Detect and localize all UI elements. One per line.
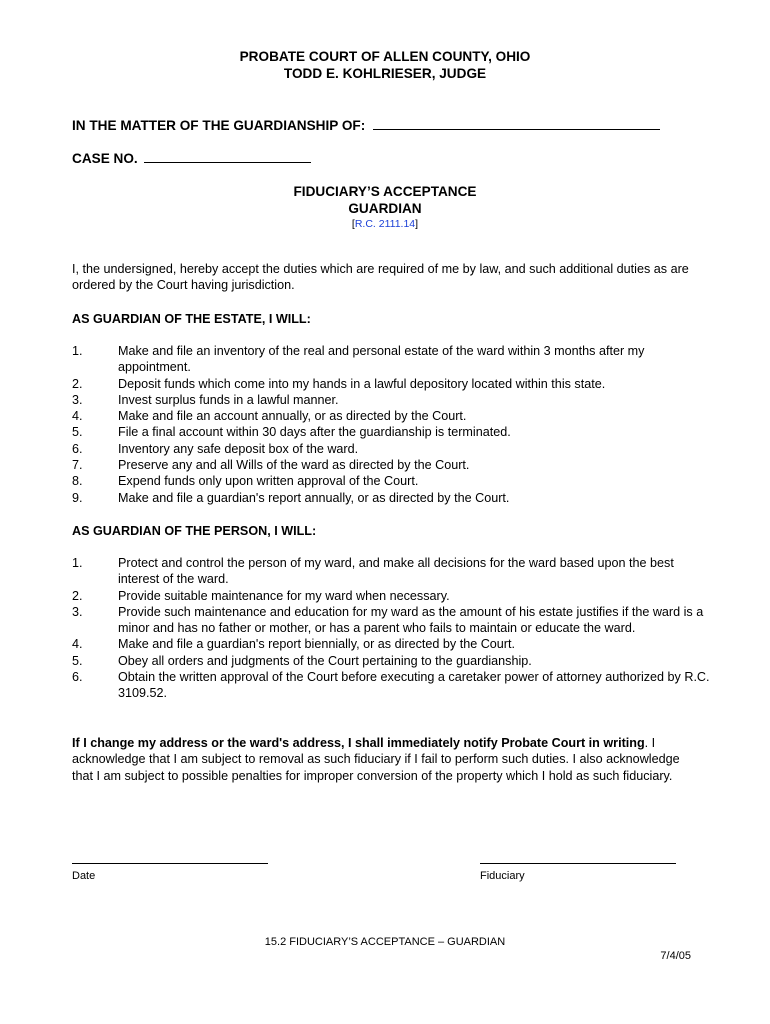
person-duty-text: Obtain the written approval of the Court before executing a caretaker power of attorney authorized by R.C. 3109.52. xyxy=(118,670,710,701)
estate-duty-text: Invest surplus funds in a lawful manner. xyxy=(118,392,339,407)
form-title xyxy=(0,183,770,217)
case-number-field[interactable] xyxy=(144,151,311,163)
estate-heading: AS GUARDIAN OF THE ESTATE, I WILL: xyxy=(72,312,311,326)
estate-duty-item xyxy=(72,473,712,489)
person-heading: AS GUARDIAN OF THE PERSON, I WILL: xyxy=(72,524,317,538)
estate-duty-number: 1. xyxy=(72,344,83,358)
date-signature-line[interactable] xyxy=(72,863,268,864)
estate-duty-number: 7. xyxy=(72,458,83,473)
estate-duty-item xyxy=(72,441,712,457)
estate-duty-number: 4. xyxy=(72,409,83,424)
estate-duty-number: 8. xyxy=(72,474,83,489)
fiduciary-signature-line[interactable] xyxy=(480,863,676,864)
person-duty-number: 3. xyxy=(72,604,83,619)
person-duty-item xyxy=(72,653,712,669)
estate-duty-text: Preserve any and all Wills of the ward as directed by the Court. xyxy=(118,458,470,473)
guardianship-matter-label: IN THE MATTER OF THE GUARDIANSHIP OF: xyxy=(72,118,366,133)
person-duty-item xyxy=(72,555,712,588)
person-duty-text: Protect and control the person of my ward, and make all decisions for the ward based upon the best interest of the ward. xyxy=(118,556,674,587)
form-title-line2: GUARDIAN xyxy=(348,201,422,216)
footer-form-title: 15.2 FIDUCIARY’S ACCEPTANCE – GUARDIAN xyxy=(264,936,506,948)
estate-duty-item xyxy=(72,490,712,506)
estate-duty-text: Deposit funds which come into my hands in a lawful depository located within this state. xyxy=(118,376,606,391)
case-number-label: CASE NO. xyxy=(72,151,138,166)
person-duty-item xyxy=(72,669,712,702)
estate-duty-item xyxy=(72,424,712,440)
guardianship-matter-row xyxy=(72,118,712,134)
case-number-row xyxy=(72,151,472,167)
court-heading xyxy=(0,48,770,82)
person-duties-list xyxy=(72,555,712,702)
person-duty-text: Obey all orders and judgments of the Court pertaining to the guardianship. xyxy=(118,653,532,668)
person-duty-item xyxy=(72,604,712,637)
guardianship-matter-field[interactable] xyxy=(373,118,660,130)
footer-date: 7/4/05 xyxy=(660,950,691,962)
judge-name: TODD E. KOHLRIESER, JUDGE xyxy=(283,66,487,81)
person-duty-number: 4. xyxy=(72,637,83,652)
estate-duty-number: 2. xyxy=(72,376,83,391)
person-duty-text: Provide such maintenance and education for my ward as the amount of his estate justifies if the ward is a minor and has no father or mother, or has a parent who fails to maintain or educate the ward. xyxy=(118,604,704,636)
person-duty-text: Make and file a guardian's report biennially, or as directed by the Court. xyxy=(118,637,515,652)
person-duty-text: Provide suitable maintenance for my ward when necessary. xyxy=(118,588,450,603)
date-label: Date xyxy=(72,870,96,882)
statute-link[interactable]: R.C. 2111.14 xyxy=(354,218,416,230)
estate-duty-item xyxy=(72,408,712,424)
estate-duty-number: 9. xyxy=(72,490,83,505)
estate-duty-text: File a final account within 30 days after the guardianship is terminated. xyxy=(118,425,511,440)
form-title-line1: FIDUCIARY’S ACCEPTANCE xyxy=(293,184,477,199)
notice-bold-text: If I change my address or the ward's address, I shall immediately notify Probate Court in writing xyxy=(72,736,645,750)
statute-reference: [R.C. 2111.14] xyxy=(351,218,419,230)
person-duty-number: 6. xyxy=(72,670,83,685)
notice-text: . I acknowledge that I am subject to removal as such fiduciary if I fail to perform such duties. I also acknowledge that I am subject to possible penalties for improper conversion of the property which I hold as such fiduciary. xyxy=(72,736,680,783)
person-duty-item xyxy=(72,588,712,604)
person-duty-number: 2. xyxy=(72,588,83,603)
estate-duty-text: Make and file an inventory of the real and personal estate of the ward within 3 months after my appointment. xyxy=(118,344,645,375)
estate-duties-list xyxy=(72,343,712,506)
estate-duty-number: 3. xyxy=(72,392,83,407)
person-duty-item xyxy=(72,636,712,652)
notice-paragraph xyxy=(72,735,698,784)
estate-duty-text: Expend funds only upon written approval of the Court. xyxy=(118,474,419,489)
estate-duty-text: Inventory any safe deposit box of the ward. xyxy=(118,441,359,456)
estate-duty-item xyxy=(72,392,712,408)
estate-duty-text: Make and file an account annually, or as directed by the Court. xyxy=(118,409,467,424)
fiduciary-label: Fiduciary xyxy=(480,870,525,882)
court-name: PROBATE COURT OF ALLEN COUNTY, OHIO xyxy=(239,49,531,64)
estate-duty-item xyxy=(72,376,712,392)
estate-duty-text: Make and file a guardian's report annually, or as directed by the Court. xyxy=(118,490,510,505)
estate-duty-item xyxy=(72,457,712,473)
person-duty-number: 1. xyxy=(72,556,83,570)
estate-duty-item xyxy=(72,343,712,376)
estate-duty-number: 6. xyxy=(72,441,83,456)
intro-paragraph: I, the undersigned, hereby accept the duties which are required of me by law, and such additional duties as are ordered by the Court having jurisdiction. xyxy=(72,262,689,293)
estate-duty-number: 5. xyxy=(72,425,83,440)
person-duty-number: 5. xyxy=(72,653,83,668)
